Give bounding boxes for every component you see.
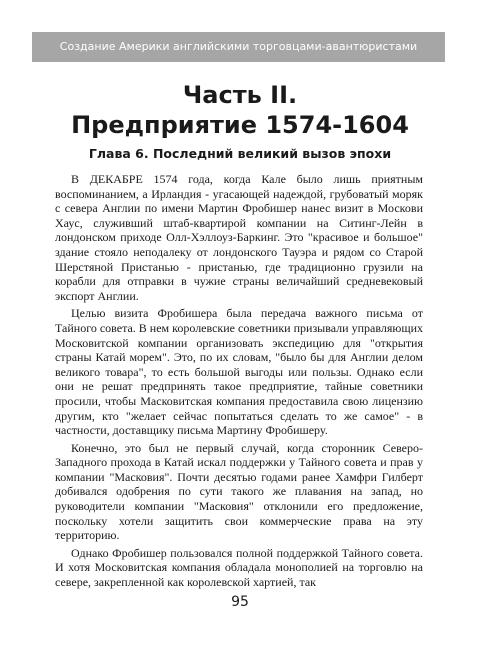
body-text xyxy=(55,172,423,593)
page-number: 95 xyxy=(231,594,249,610)
running-header: Создание Америки английскими торговцами-авантюристами xyxy=(32,32,445,62)
paragraph: Конечно, это был не первый случай, когда сторонник Северо-Западного прохода в Катай искал поддержки у Тайного совета и прав у компании "Масковия". Почти десятью годами ранее Хамфри Гилберт добивался одобрения по сути такого же плавания на запад, но руководители компании "Масковия" отклонили его предложение, поскольку хотели защитить свои коммерческие права на эту территорию. xyxy=(55,440,423,543)
part-title-line-2: Предприятие 1574-1604 xyxy=(71,111,409,139)
paragraph: В ДЕКАБРЕ 1574 года, когда Кале было лишь приятным воспоминанием, а Ирландия - угасающей надеждой, грубоватый моряк с севера Англии по имени Мартин Фробишер нанес визит в Москови Хаус, служивший штаб-квартирой компании на Ситинг-Лейн в лондонском приходе Олл-Хэллоуз-Баркинг. Это "красивое и большое" здание стояло неподалеку от лондонского Тауэра и рядом со Старой Шерстяной Пристанью - пристанью, где традиционно грузили на корабли для отправки в чужие страны величайший средневековый экспорт Англии. xyxy=(55,172,423,303)
part-title xyxy=(0,80,480,140)
chapter-title: Глава 6. Последний великий вызов эпохи xyxy=(88,146,392,161)
part-title-line-1: Часть II. xyxy=(182,81,298,109)
paragraph: Целью визита Фробишера была передача важного письма от Тайного совета. В нем королевские советники призывали управляющих Московитской компании организовать экспедицию для "открытия страны Катай морем". Это, по их словам, "было бы для Англии делом великого товара", то есть большой выгоды или пользы. Однако если они не решат предпринять такое предприятие, тайные советники просили, чтобы Масковитская компания предоставила свою лицензию другим, кто "желает сейчас попытаться сделать то же самое" - в частности, доставщику письма Мартину Фробишеру. xyxy=(55,306,423,438)
paragraph: Однако Фробишер пользовался полной поддержкой Тайного совета. И хотя Московитская компания обладала монополией на торговлю на севере, закрепленной как королевской хартией, так xyxy=(55,545,423,590)
